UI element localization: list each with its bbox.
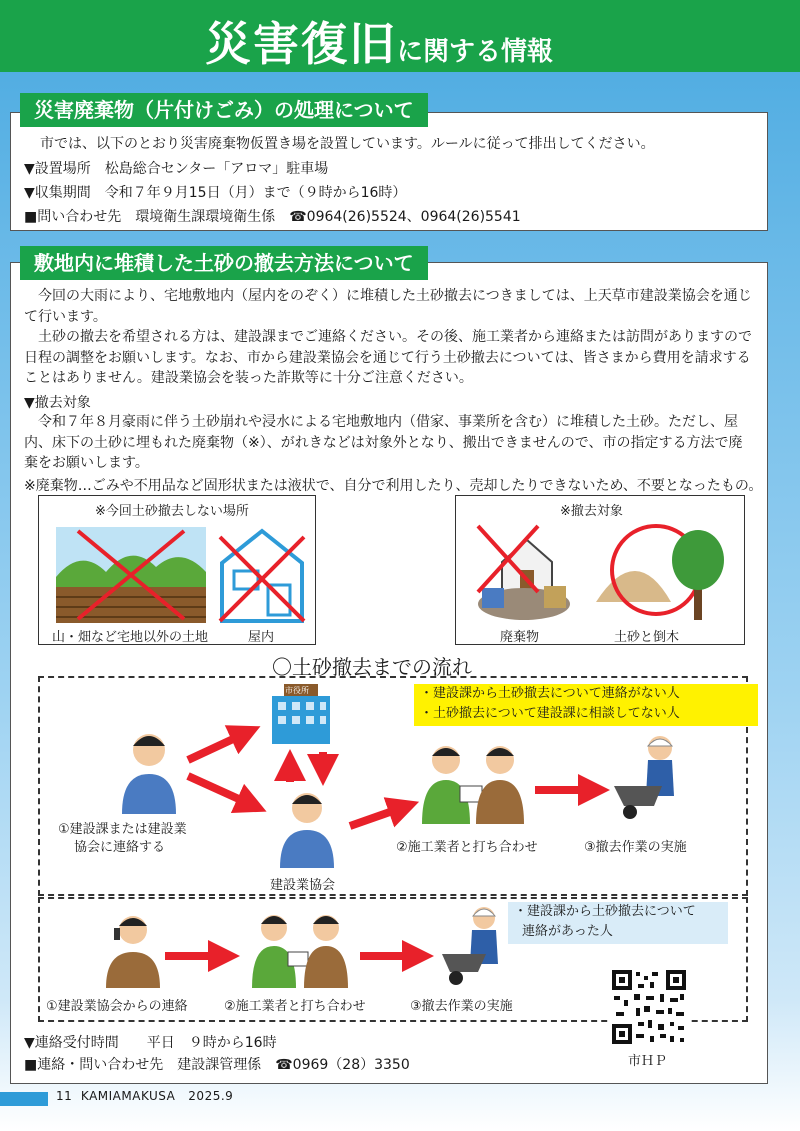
waste-location: ▼設置場所 松島総合センター「アロマ」駐車場 (24, 161, 329, 177)
flow-title: 〇土砂撤去までの流れ (272, 655, 472, 679)
flow2-note-line1: ・建設課から土砂撤去について (514, 904, 696, 919)
magazine-name: KAMIAMAKUSA (80, 1089, 176, 1103)
target-label-waste: 廃棄物 (500, 630, 540, 645)
soil-para-1: 今回の大雨により、宅地敷地内（屋内をのぞく）に堆積した土砂撤去につきましては、上天草市建設業協会を通じて行います。 (24, 288, 752, 325)
worker-wheelbarrow-icon-2 (440, 904, 510, 986)
page-number: 11 (56, 1089, 73, 1103)
flow1-step3: ③撤去作業の実施 (584, 840, 687, 855)
not-target-label-indoor: 屋内 (248, 630, 275, 645)
flow2-step1: ①建設業協会からの連絡 (46, 999, 188, 1014)
issue-date: 2025.9 (188, 1089, 234, 1103)
flow1-step2: ②施工業者と打ち合わせ (396, 840, 538, 855)
title-sub: に関する情報 (397, 37, 554, 67)
target-label-soil-trees: 土砂と倒木 (614, 630, 680, 645)
footer-accent-bar (0, 1092, 48, 1106)
waste-note: ※廃棄物…ごみや不用品など固形状または液状で、自分で利用したり、売却したりできないため、不要となったもの。 (24, 478, 763, 494)
not-target-label-land: 山・畑など宅地以外の土地 (52, 630, 209, 645)
flow2-step3: ③撤去作業の実施 (410, 999, 513, 1014)
waste-intro: 市では、以下のとおり災害廃棄物仮置き場を設置しています。ルールに従って排出してください。 (40, 136, 655, 152)
flow1-note-line2: ・土砂撤去について建設課に相談してない人 (420, 706, 680, 721)
waste-period: ▼収集期間 令和７年９月15日（月）まで（９時から16時） (24, 185, 407, 201)
flow2-note-line2: 連絡があった人 (522, 924, 613, 939)
not-target-title: ※今回土砂撤去しない場所 (95, 504, 249, 519)
flow1-step1-line2: 協会に連絡する (74, 840, 166, 855)
footer (56, 1089, 233, 1103)
meeting-people-icon-2 (250, 910, 354, 988)
target-box-title: ※撤去対象 (560, 504, 623, 519)
flow1-step1-line1: ①建設課または建設業 (58, 822, 187, 837)
flow1-note-line1: ・建設課から土砂撤去について連絡がない人 (420, 686, 680, 701)
target-text: 令和７年８月豪雨に伴う土砂崩れや浸水による宅地敷地内（借家、事業所を含む）に堆積した土砂。ただし、屋内、床下の土砂に埋もれた廃棄物（※）、がれきなどは対象外となり、搬出できませんので、市の指定する方法で廃棄をお願いします。 (24, 414, 743, 471)
waste-contact: ■問い合わせ先 環境衛生課環境衛生係 ☎0964(26)5524、0964(26)5541 (24, 209, 521, 225)
qr-label: 市ＨＰ (628, 1054, 668, 1069)
association-label: 建設業協会 (270, 878, 336, 893)
flow2-note (508, 902, 728, 944)
qr-code-icon[interactable] (610, 968, 688, 1046)
soil-contact: ■連絡・問い合わせ先 建設課管理係 ☎0969（28）3350 (24, 1057, 410, 1073)
title-main: 災害復旧 (205, 17, 397, 71)
soil-section-title: 敷地内に堆積した土砂の撤去方法について (20, 246, 428, 280)
soil-para-2: 土砂の撤去を希望される方は、建設課までご連絡ください。その後、施工業者から連絡または訪問がありますので日程の調整をお願いします。なお、市から建設業協会を通じて行う土砂撤去については、皆さまから費用を請求することはありません。建設業協会を装った詐欺等に十分ご注意ください。 (24, 329, 752, 386)
waste-section-title: 災害廃棄物（片付けごみ）の処理について (20, 93, 428, 127)
reception-hours: ▼連絡受付時間 平日 ９時から16時 (24, 1035, 277, 1051)
city-hall-sign: 市役所 (285, 686, 309, 695)
phone-caller-icon (102, 912, 164, 988)
target-heading: ▼撤去対象 (24, 395, 91, 411)
flow2-step2: ②施工業者と打ち合わせ (224, 999, 366, 1014)
